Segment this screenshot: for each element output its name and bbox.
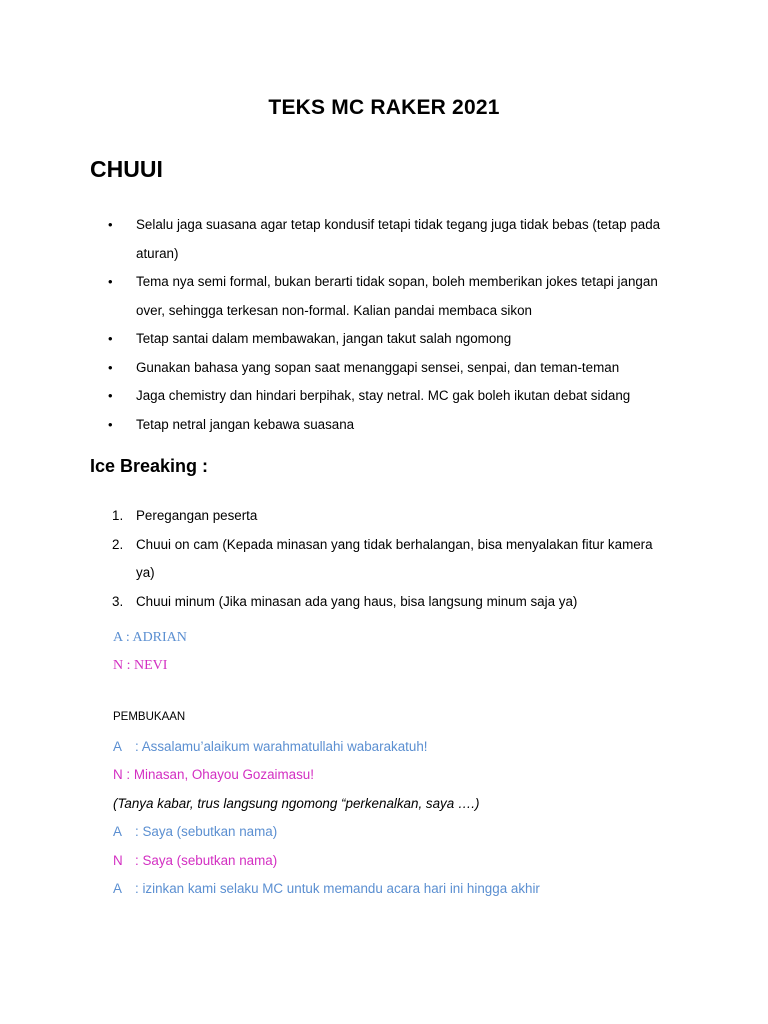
dialog-line [113,853,277,868]
ice-breaking-list [112,502,698,616]
dialog-line [113,739,428,754]
list-item [112,502,698,531]
list-item [112,531,698,588]
bullet-text-line: Tetap santai dalam membawakan, jangan takut salah ngomong [136,331,512,346]
list-text-line: ya) [136,565,155,580]
bullet-text-line: over, sehingga terkesan non-formal. Kalian pandai membaca sikon [136,302,532,318]
dialog-text: : izinkan kami selaku MC untuk memandu acara hari ini hingga akhir [135,881,540,896]
list-text-line: Chuui minum (Jika minasan ada yang haus, bisa langsung minum saja ya) [136,593,578,609]
section-heading-chuui: CHUUI [90,156,163,182]
bullet-text-line: aturan) [136,245,179,261]
dialog-text: : Assalamu’alaikum warahmatullahi wabarakatuh! [135,739,428,754]
dialog-text: N : Minasan, Ohayou Gozaimasu! [113,767,314,782]
list-text-line: Chuui on cam (Kepada minasan yang tidak berhalangan, bisa menyalakan fitur kamera [136,536,653,552]
dialog-text: : Saya (sebutkan nama) [135,824,278,839]
dialog-line [113,767,314,782]
list-number: 3. [112,593,124,609]
bullet-text-line: Tema nya semi formal, bukan berarti tidak sopan, boleh memberikan jokes tetapi jangan [136,274,658,289]
speaker-label: A [113,824,122,839]
section-heading-ice-breaking: Ice Breaking : [90,456,209,476]
speaker-legend-n: N : NEVI [113,658,168,673]
bullet-icon: • [108,416,113,432]
stage-direction [113,796,479,811]
dialog-line [113,881,540,896]
bullet-icon: • [108,331,113,346]
list-item [108,268,698,325]
bullet-icon: • [108,388,113,403]
list-number: 1. [112,508,124,523]
bullet-icon: • [108,274,113,289]
bullet-icon: • [108,217,113,232]
bullet-text-line: Gunakan bahasa yang sopan saat menanggapi sensei, senpai, dan teman-teman [136,359,620,375]
bullet-text-line: Tetap netral jangan kebawa suasana [136,416,355,432]
list-text-line: Peregangan peserta [136,508,258,523]
dialog-text: : Saya (sebutkan nama) [135,853,278,868]
list-item [108,325,698,354]
list-item [108,382,698,411]
list-item [108,411,698,440]
list-item [112,588,698,617]
speaker-label: A [113,739,122,754]
list-item [108,211,698,268]
opening-heading: PEMBUKAAN [113,711,186,723]
bullet-text-line: Jaga chemistry dan hindari berpihak, stay netral. MC gak boleh ikutan debat sidang [136,388,631,403]
stage-direction-text: (Tanya kabar, trus langsung ngomong “perkenalkan, saya ….) [113,796,480,811]
dialog-line [113,824,277,839]
bullet-icon: • [108,359,113,375]
speaker-label: A [113,881,122,896]
chuui-bullet-list [108,211,698,439]
document-title: TEKS MC RAKER 2021 [268,96,500,119]
speaker-legend-a: A : ADRIAN [113,630,187,645]
speaker-label: N [113,853,123,868]
bullet-text-line: Selalu jaga suasana agar tetap kondusif tetapi tidak tegang juga tidak bebas (tetap pada [136,217,661,232]
list-number: 2. [112,536,124,552]
list-item [108,354,698,383]
